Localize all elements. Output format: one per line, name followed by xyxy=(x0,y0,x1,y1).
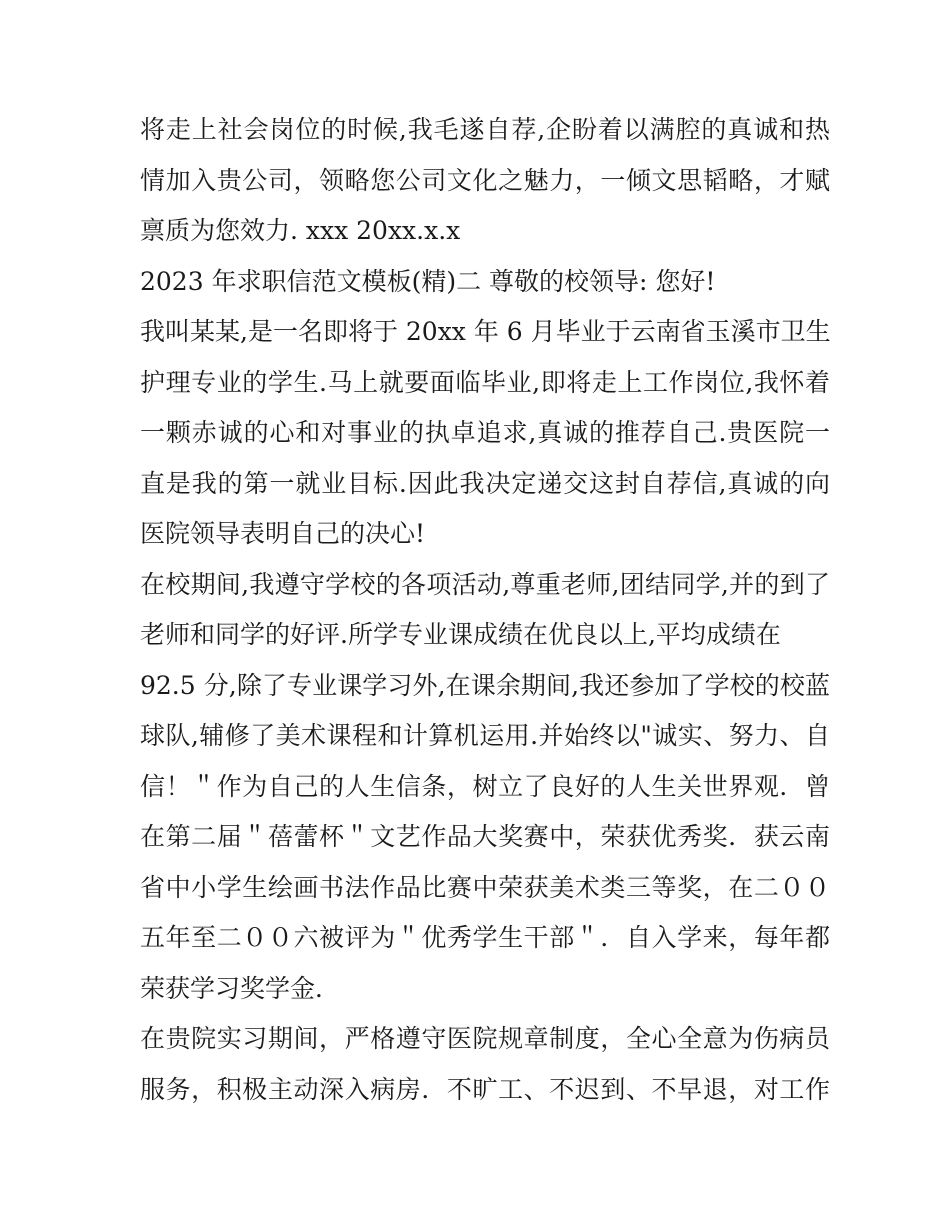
text-line: 在第二届＂蓓蕾杯＂文艺作品大奖赛中，荣获优秀奖．获云南 xyxy=(140,822,830,851)
text-line: 护理专业的学生.马上就要面临毕业,即将走上工作岗位,我怀着 xyxy=(140,368,830,397)
text-line: 一颗赤诚的心和对事业的执卓追求,真诚的推荐自己.贵医院一 xyxy=(140,418,830,447)
text-line: 五年至二００六被评为＂优秀学生干部＂．自入学来，每年都 xyxy=(140,923,830,952)
text-line: 直是我的第一就业目标.因此我决定递交这封自荐信,真诚的向 xyxy=(140,469,830,498)
text-line: 球队,辅修了美术课程和计算机运用.并始终以"诚实、努力、自 xyxy=(140,721,830,750)
text-line: 在校期间,我遵守学校的各项活动,尊重老师,团结同学,并的到了 xyxy=(140,570,830,599)
text-line: 老师和同学的好评.所学专业课成绩在优良以上,平均成绩在 xyxy=(140,620,781,649)
text-line: 情加入贵公司，领略您公司文化之魅力，一倾文思韬略，才赋 xyxy=(140,166,830,195)
text-line: 荣获学习奖学金． xyxy=(140,974,341,1003)
text-line: 省中小学生绘画书法作品比赛中荣获美术类三等奖，在二００ xyxy=(140,873,830,902)
section-heading-line: 2023 年求职信范文模板(精)二 尊敬的校领导: 您好! xyxy=(140,267,716,296)
text-line: 禀质为您效力. xxx 20xx.x.x xyxy=(140,216,461,245)
text-line: 我叫某某,是一名即将于 20xx 年 6 月毕业于云南省玉溪市卫生 xyxy=(140,317,831,346)
text-line: 医院领导表明自己的决心! xyxy=(140,519,426,548)
text-line: 在贵院实习期间，严格遵守医院规章制度，全心全意为伤病员 xyxy=(140,1024,830,1053)
text-line: 92.5 分,除了专业课学习外,在课余期间,我还参加了学校的校蓝 xyxy=(140,671,830,700)
text-line: 服务，积极主动深入病房．不旷工、不迟到、不早退，对工作 xyxy=(140,1075,830,1104)
text-line: 将走上社会岗位的时候,我毛遂自荐,企盼着以满腔的真诚和热 xyxy=(140,115,830,144)
text-line: 信！＂作为自己的人生信条，树立了良好的人生关世界观．曾 xyxy=(140,772,830,801)
